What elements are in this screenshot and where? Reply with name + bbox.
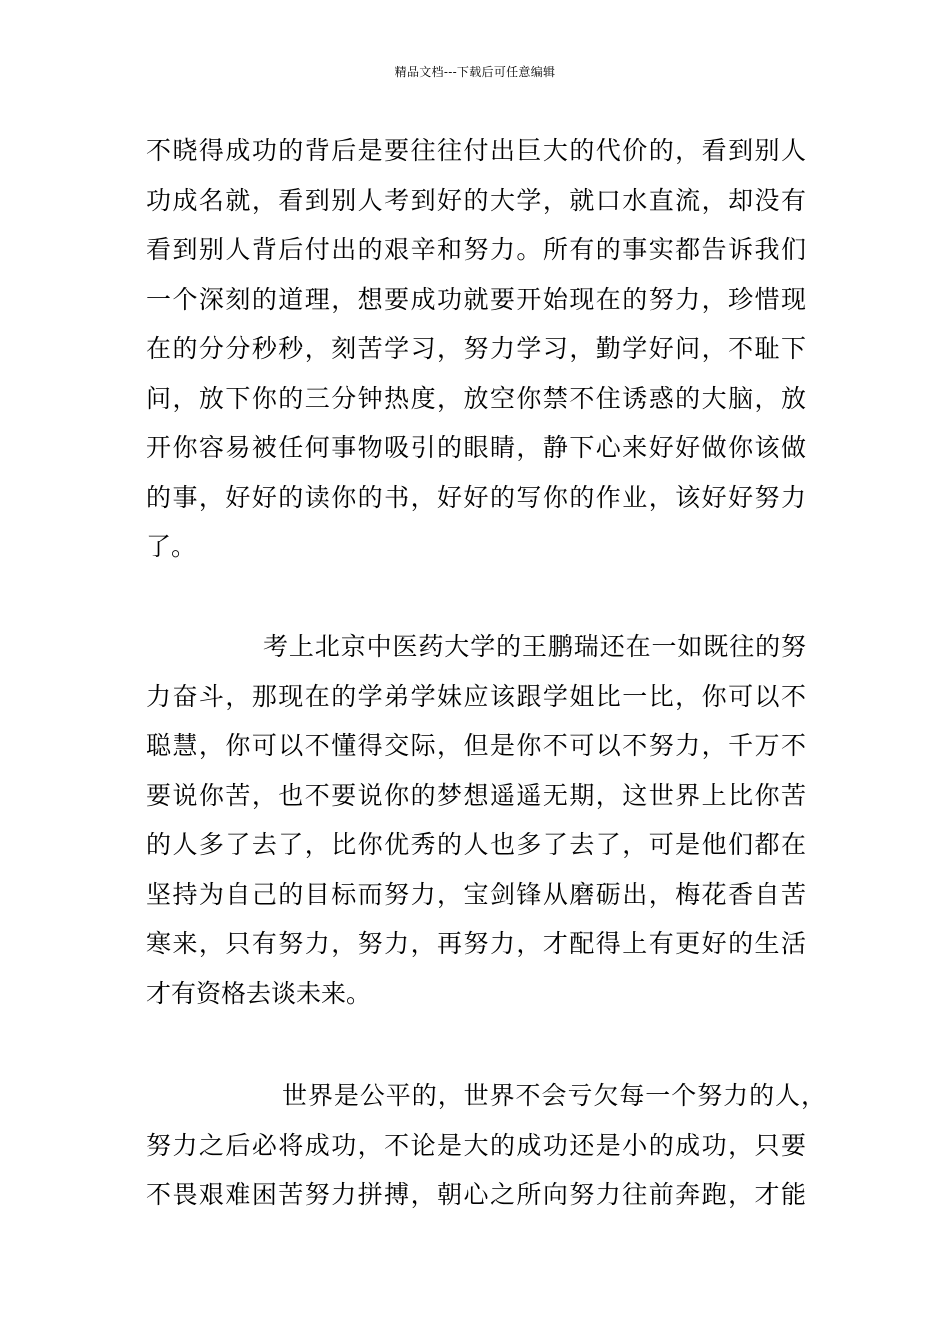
paragraph-line: 要说你苦，也不要说你的梦想遥遥无期，这世界上比你苦	[146, 780, 806, 810]
paragraph-2	[146, 622, 806, 1018]
paragraph-line: 考上北京中医药大学的王鹏瑞还在一如既往的努	[263, 632, 806, 661]
paragraph-line: 问，放下你的三分钟热度，放空你禁不住诱惑的大脑，放	[146, 383, 806, 413]
paragraph-1	[146, 126, 806, 572]
paragraph-line: 的事，好好的读你的书，好好的写你的作业，该好好努力	[146, 482, 806, 512]
paragraph-line: 聪慧，你可以不懂得交际，但是你不可以不努力，千万不	[146, 731, 806, 760]
paragraph-line: 坚持为自己的目标而努力，宝剑锋从磨砺出，梅花香自苦	[146, 879, 806, 909]
paragraph-line: 不畏艰难困苦努力拼搏，朝心之所向努力往前奔跑，才能	[146, 1180, 806, 1209]
paragraph-line: 看到别人背后付出的艰辛和努力。所有的事实都告诉我们	[146, 235, 806, 264]
paragraph-line: 寒来，只有努力，努力，再努力，才配得上有更好的生活	[146, 929, 806, 958]
paragraph-line: 不晓得成功的背后是要往往付出巨大的代价的，看到别人	[146, 136, 806, 165]
paragraph-line: 才有资格去谈未来。	[146, 978, 372, 1008]
paragraph-line: 功成名就，看到别人考到好的大学，就口水直流，却没有	[146, 185, 806, 215]
paragraph-line: 的人多了去了，比你优秀的人也多了去了，可是他们都在	[146, 830, 806, 859]
paragraph-line: 努力之后必将成功，不论是大的成功还是小的成功，只要	[146, 1130, 806, 1160]
paragraph-line: 力奋斗，那现在的学弟学妹应该跟学姐比一比，你可以不	[146, 681, 806, 711]
paragraph-3	[146, 1071, 826, 1220]
paragraph-line: 一个深刻的道理，想要成功就要开始现在的努力，珍惜现	[146, 284, 806, 314]
page-header: 精品文档---下载后可任意编辑	[394, 65, 556, 79]
paragraph-line: 了。	[146, 532, 197, 561]
paragraph-line: 在的分分秒秒，刻苦学习，努力学习，勤学好问，不耻下	[146, 334, 806, 363]
paragraph-line: 开你容易被任何事物吸引的眼睛，静下心来好好做你该做	[146, 433, 806, 462]
paragraph-line: 世界是公平的，世界不会亏欠每一个努力的人，	[282, 1081, 826, 1110]
